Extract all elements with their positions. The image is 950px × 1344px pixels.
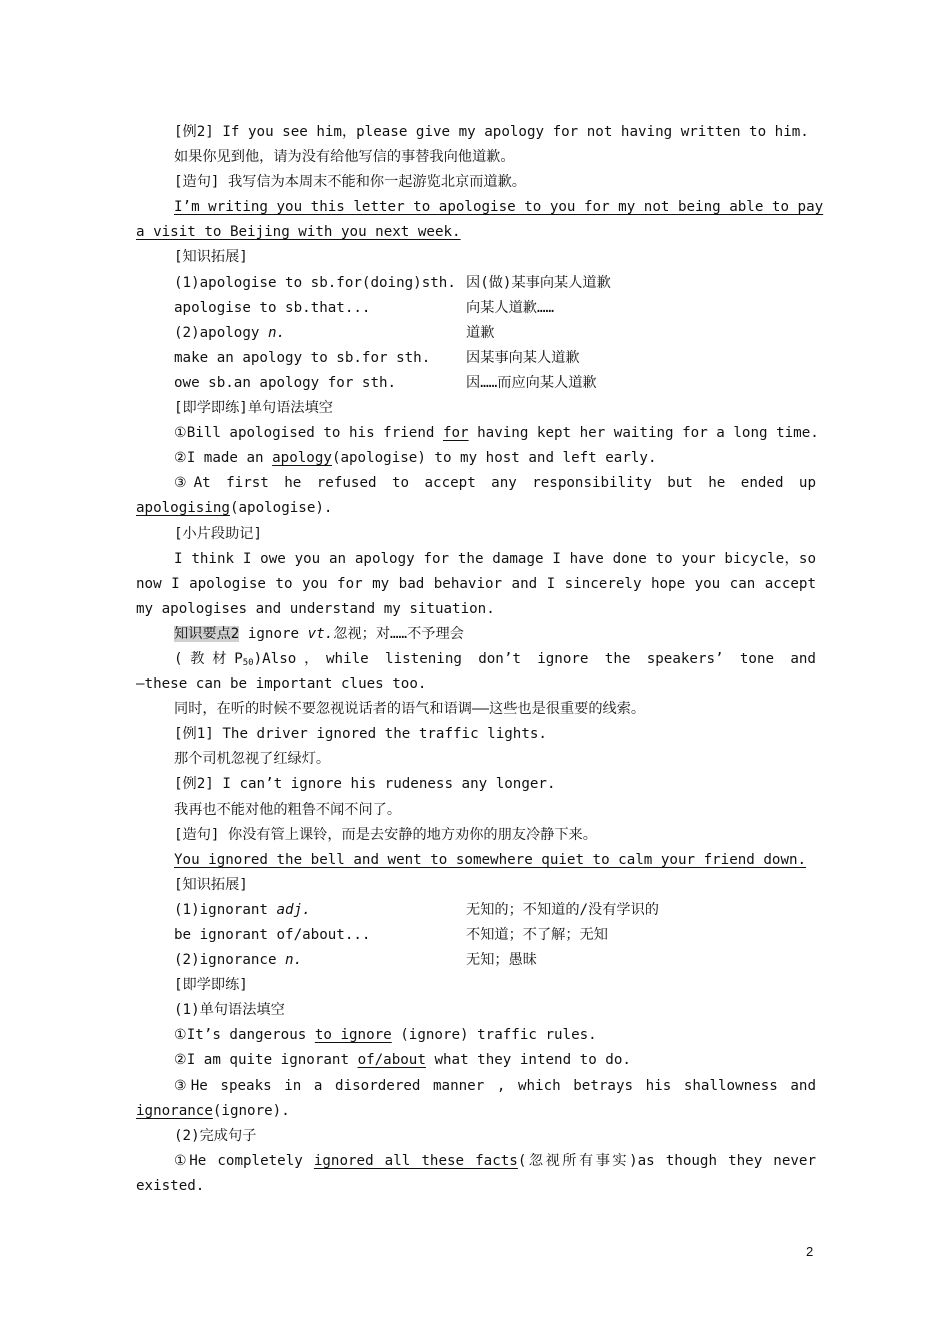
extension-phrase <box>174 923 466 948</box>
item-text: ①It’s dangerous <box>174 1027 315 1044</box>
phrase-text: (2)apology <box>174 324 268 341</box>
extension-meaning: 向某人道歉…… <box>466 299 555 316</box>
extension-meaning: 无知；愚昧 <box>466 952 537 969</box>
item-text: having kept her waiting for a long time. <box>468 425 819 442</box>
page-content <box>136 120 824 1199</box>
extension-phrase <box>174 948 466 973</box>
example-2-translation: 我再也不能对他的粗鲁不闻不问了。 <box>174 801 402 818</box>
item-text: ①Bill apologised to his friend <box>174 425 443 442</box>
item-text: ①He completely <box>174 1152 314 1169</box>
answer-blank: for <box>442 425 469 442</box>
extension-row <box>136 321 816 346</box>
make-tag: [造句] <box>174 826 220 843</box>
extension-row <box>136 296 816 321</box>
item-text: (忽视所有事实)as though they never <box>517 1152 816 1169</box>
example-2 <box>136 120 816 145</box>
item-text: ②I made an <box>174 450 273 467</box>
extension-meaning: 无知的；不知道的/没有学识的 <box>466 901 659 918</box>
extension-row <box>136 371 816 396</box>
complete-sentence-1 <box>136 1149 816 1174</box>
phrase-text: be ignorant of/about... <box>174 927 371 943</box>
part-of-speech: n. <box>285 952 303 969</box>
item-text: (apologise). <box>229 500 333 517</box>
extension-phrase: make an apology to sb.for sth. <box>174 349 431 366</box>
page-number: 2 <box>806 1244 814 1259</box>
complete-sentence-1-cont: existed. <box>136 1177 205 1194</box>
make-prompt: 你没有管上课铃，而是去安静的地方劝你的朋友冷静下来。 <box>228 826 597 843</box>
quote-prefix: (教材P <box>174 650 243 667</box>
practice-item-1 <box>136 421 819 446</box>
make-answer: You ignored the bell and went to somewhere quiet to calm your friend down. <box>174 851 807 868</box>
extension-row <box>136 948 816 973</box>
practice-subheading-2: (2)完成句子 <box>174 1127 257 1144</box>
extension-phrase <box>174 321 466 346</box>
practice-item-3-cont <box>136 1099 816 1124</box>
example-1 <box>136 722 816 747</box>
make-answer-line-2 <box>136 220 816 245</box>
textbook-translation: 同时，在听的时候不要忽视说话者的语气和语调——这些也是很重要的线索。 <box>174 701 646 718</box>
knowledge-point-2 <box>136 622 816 647</box>
practice-item-3: ③He speaks in a disordered manner , which betrays his shallowness and <box>174 1077 816 1094</box>
practice-item-1 <box>136 1023 816 1048</box>
practice-item-3-cont <box>136 496 816 521</box>
phrase-text: (2)ignorance <box>174 952 286 969</box>
sentence-making <box>136 823 816 848</box>
answer-blank: to ignore <box>314 1027 392 1044</box>
point-meaning: 忽视；对……不予理会 <box>333 625 464 642</box>
example-2 <box>136 772 816 797</box>
practice-item-3: ③At first he refused to accept any responsibility but he ended up <box>174 475 816 492</box>
extension-meaning: 因(做)某事向某人道歉 <box>466 274 611 291</box>
practice-item-2 <box>136 446 816 471</box>
point-badge: 知识要点2 <box>174 625 240 642</box>
extension-row <box>136 271 816 296</box>
extension-meaning: 道歉 <box>466 324 495 341</box>
item-text: (ignore). <box>212 1102 290 1119</box>
make-tag: [造句] <box>174 174 220 191</box>
memory-paragraph-line: my apologises and understand my situation. <box>136 600 495 617</box>
extension-phrase: (1)apologise to sb.for(doing)sth. <box>174 274 456 291</box>
example-en: The driver ignored the traffic lights. <box>222 726 547 743</box>
practice-subheading-1: (1)单句语法填空 <box>174 1002 285 1019</box>
make-answer: a visit to Beijing with you next week. <box>136 224 461 241</box>
answer-blank: of/about <box>357 1052 426 1069</box>
part-of-speech: adj. <box>276 901 311 918</box>
extension-phrase: owe sb.an apology for sth. <box>174 374 397 391</box>
answer-blank: ignored all these facts <box>313 1152 518 1169</box>
example-en: I can’t ignore his rudeness any longer. <box>222 776 556 793</box>
extension-meaning: 因……而应向某人道歉 <box>466 374 597 391</box>
item-text: (apologise) to my host and left early. <box>331 450 657 467</box>
part-of-speech: n. <box>267 324 286 341</box>
part-of-speech: vt. <box>307 625 334 642</box>
practice-heading: [即学即练] <box>174 977 248 994</box>
knowledge-extension-heading: [知识拓展] <box>174 249 248 266</box>
textbook-quote <box>136 647 816 672</box>
extension-meaning: 因某事向某人道歉 <box>466 349 580 366</box>
memory-paragraph-line: I think I owe you an apology for the damage I have done to your bicycle，so <box>174 550 816 567</box>
extension-meaning: 不知道；不了解；无知 <box>466 927 608 943</box>
extension-phrase <box>174 898 466 923</box>
memory-heading: [小片段助记] <box>174 525 263 542</box>
make-answer-line-1 <box>136 195 824 220</box>
extension-row <box>136 923 816 948</box>
item-text: what they intend to do. <box>425 1052 631 1069</box>
point-word: ignore <box>239 625 308 642</box>
example-tag: [例1] <box>174 726 214 743</box>
example-1-translation: 那个司机忽视了红绿灯。 <box>174 751 331 768</box>
extension-row <box>136 346 816 371</box>
practice-item-2 <box>136 1048 816 1073</box>
answer-blank: apologising <box>136 500 230 517</box>
answer-blank: ignorance <box>136 1102 213 1119</box>
example-tag: [例2] <box>174 124 214 140</box>
page-ref: 50 <box>242 657 254 668</box>
knowledge-extension-heading: [知识拓展] <box>174 876 248 893</box>
practice-heading: [即学即练]单句语法填空 <box>174 400 333 417</box>
example-2-translation: 如果你见到他，请为没有给他写信的事替我向他道歉。 <box>174 149 515 166</box>
sentence-making <box>136 170 816 195</box>
quote-text: )Also，while listening don’t ignore the speakers’ tone and <box>253 650 816 667</box>
item-text: (ignore) traffic rules. <box>391 1027 597 1044</box>
extension-phrase: apologise to sb.that... <box>174 299 371 316</box>
memory-paragraph-line: now I apologise to you for my bad behavior and I sincerely hope you can accept <box>136 575 816 592</box>
textbook-quote-cont: —these can be important clues too. <box>136 676 427 693</box>
make-answer-line <box>136 848 816 873</box>
make-answer: I’m writing you this letter to apologise to you for my not being able to pay <box>174 199 824 216</box>
make-prompt: 我写信为本周末不能和你一起游览北京而道歉。 <box>228 174 526 191</box>
item-text: ②I am quite ignorant <box>174 1052 358 1069</box>
extension-row <box>136 898 816 923</box>
answer-blank: apology <box>272 450 332 467</box>
phrase-text: (1)ignorant <box>174 901 277 918</box>
example-en: If you see him，please give my apology for not having written to him. <box>222 124 809 140</box>
example-tag: [例2] <box>174 776 214 793</box>
